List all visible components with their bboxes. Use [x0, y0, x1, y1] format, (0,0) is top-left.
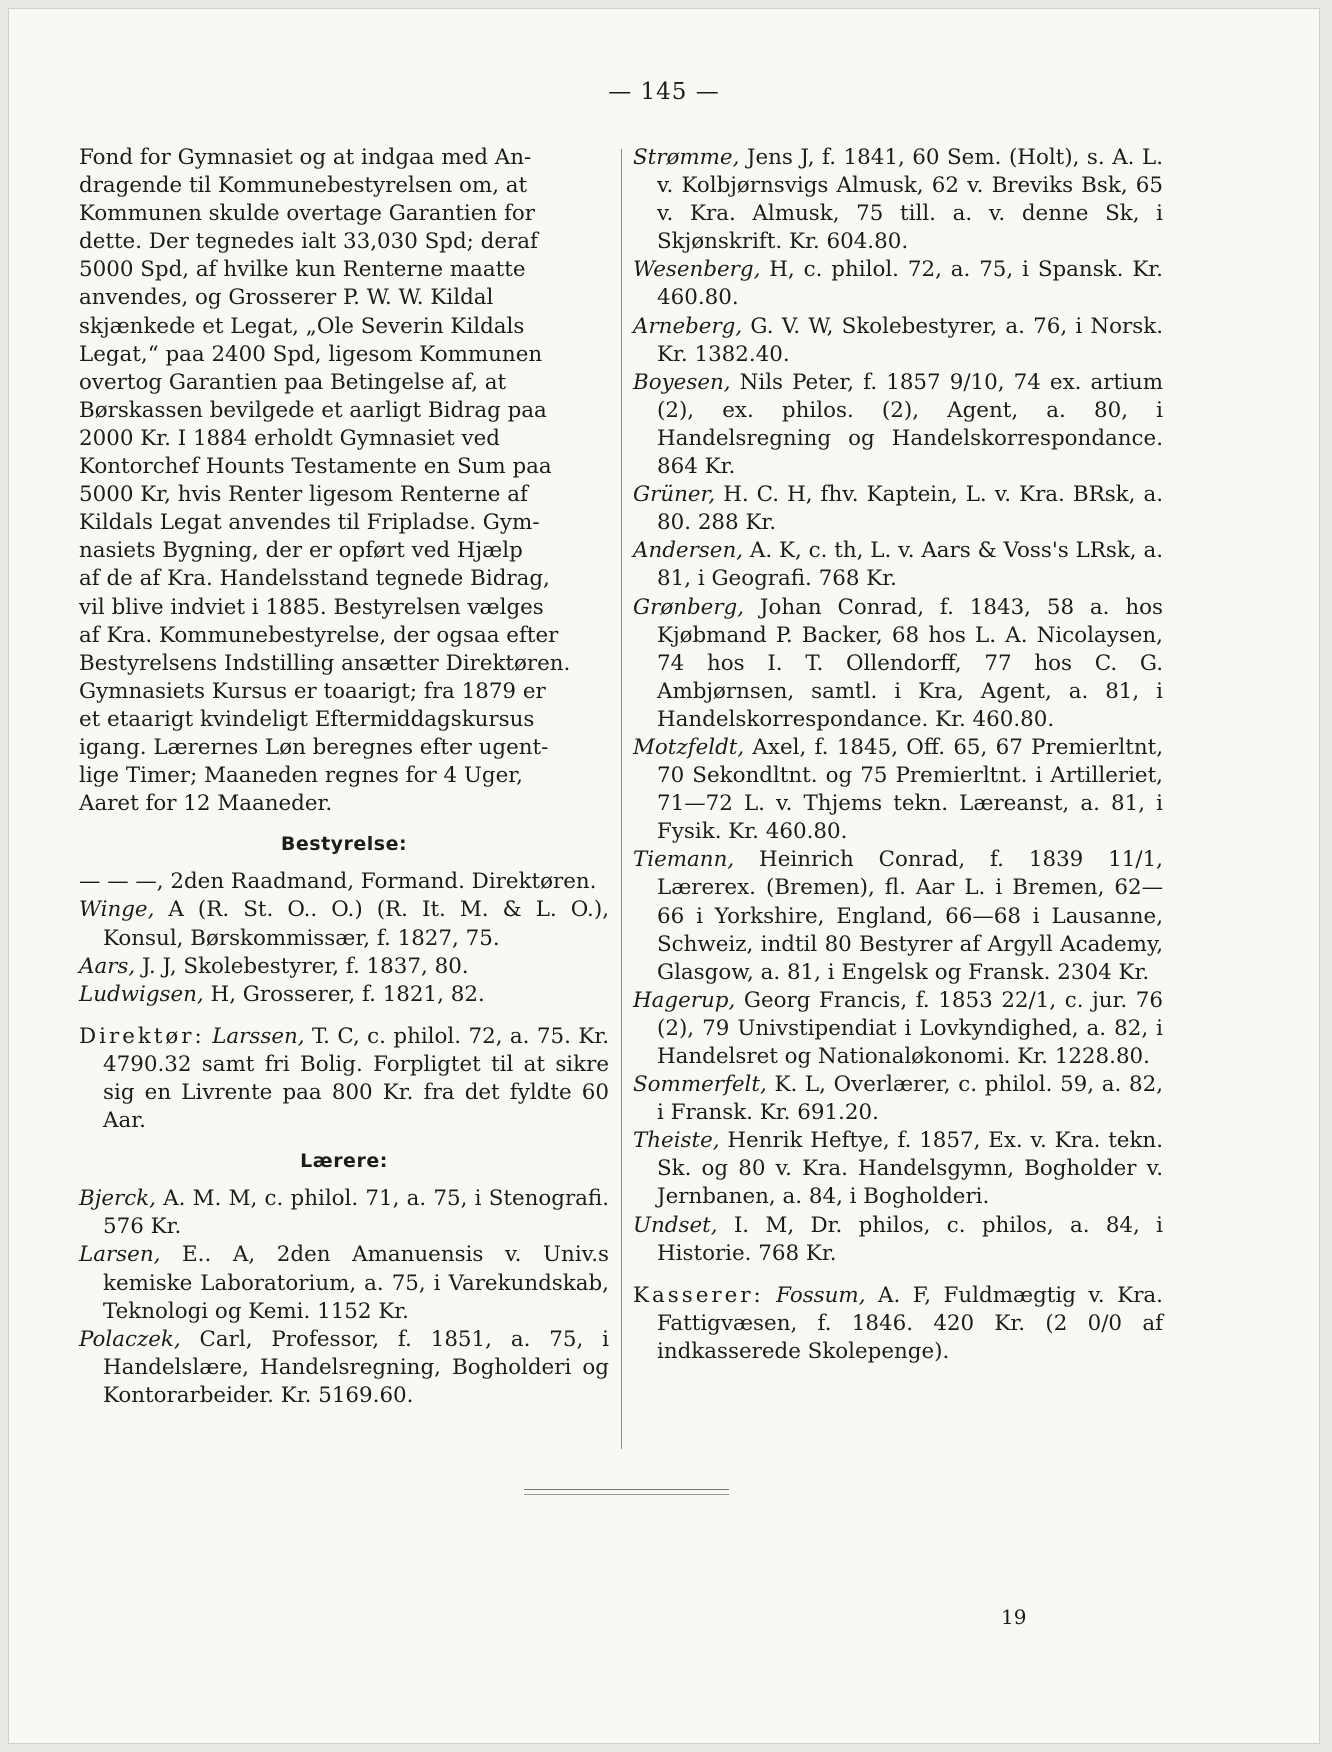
entry-text: Nils Peter, f. 1857 9/10, 74 ex. artium (2), ex. philos. (2), Agent, a. 80, i Handelsregning og Handelskorrespondance. 864 Kr. — [657, 369, 1163, 480]
left-column — [79, 144, 609, 1410]
entry-text: H, Grosserer, f. 1821, 82. — [203, 981, 485, 1007]
entry-text: Georg Francis, f. 1853 22/1, c. jur. 76 (2), 79 Univstipendiat i Lovkyndighed, a. 82, i Handelsret og Nationaløkonomi. Kr. 1228.80. — [657, 987, 1163, 1069]
entry-name: Larssen, — [212, 1023, 305, 1049]
text-line: overtog Garantien paa Betingelse af, at — [79, 369, 507, 395]
text-line: af de af Kra. Handelsstand tegnede Bidrag, — [79, 566, 550, 592]
laerer-entry — [79, 1326, 609, 1410]
laerer-entry — [633, 846, 1163, 986]
laerer-entry — [633, 734, 1163, 846]
entry-text: E.. A, 2den Amanuensis v. Univ.s kemiske Laboratorium, a. 75, i Varekundskab, Teknologi og Kemi. 1152 Kr. — [103, 1242, 609, 1324]
entry-text: A. K, c. th, L. v. Aars & Voss's LRsk, a. 81, i Geografi. 768 Kr. — [657, 538, 1163, 592]
entry-name: Andersen, — [633, 538, 744, 564]
column-divider — [621, 149, 622, 1449]
text-line: 5000 Spd, af hvilke kun Renterne maatte — [79, 257, 526, 283]
entry-text: Carl, Professor, f. 1851, a. 75, i Handelslære, Handelsregning, Bogholderi og Kontorarbeider. Kr. 5169.60. — [103, 1326, 609, 1408]
text-line: Kommunen skulde overtage Garantien for — [79, 201, 535, 227]
entry-name: Ludwigsen, — [79, 981, 204, 1007]
text-line: dette. Der tegnedes ialt 33,030 Spd; deraf — [79, 229, 538, 255]
entry-text: H. C. H, fhv. Kaptein, L. v. Kra. BRsk, a. 80. 288 Kr. — [657, 482, 1163, 536]
page-number: — 145 — — [608, 79, 720, 105]
entry-name: Wesenberg, — [633, 257, 761, 283]
entry-text: Johan Conrad, f. 1843, 58 a. hos Kjøbmand P. Backer, 68 hos L. A. Nicolaysen, 74 hos I. T. Ollendorff, 77 hos C. G. Ambjørnsen, samtl. i Kra, Agent, a. 81, i Handelskorrespondance. Kr. 460.80. — [657, 594, 1163, 732]
laerer-entry — [633, 537, 1163, 593]
laerer-entry — [633, 1071, 1163, 1127]
bestyrelse-entry — [79, 896, 609, 952]
decorative-rule — [524, 1489, 729, 1490]
entry-name: Sommerfelt, — [633, 1072, 767, 1098]
entry-name: Winge, — [79, 897, 155, 923]
laerer-entry — [633, 594, 1163, 734]
entry-name: Aars, — [79, 953, 136, 979]
laerer-entry — [633, 987, 1163, 1071]
entry-name: Undset, — [633, 1212, 718, 1238]
text-line: skjænkede et Legat, „Ole Severin Kildals — [79, 313, 525, 339]
laerer-entry — [633, 369, 1163, 481]
spacer — [633, 1268, 1163, 1282]
direktor-entry — [79, 1023, 609, 1135]
bestyrelse-entry — [79, 953, 609, 981]
intro-paragraph — [79, 144, 609, 818]
entry-text: K. L, Overlærer, c. philol. 59, a. 82, i Fransk. Kr. 691.20. — [657, 1072, 1163, 1126]
entry-text: A (R. St. O.. O.) (R. It. M. & L. O.), Konsul, Børskommissær, f. 1827, 75. — [103, 897, 609, 951]
text-line: Kontorchef Hounts Testamente en Sum paa — [79, 454, 552, 480]
text-line: anvendes, og Grosserer P. W. W. Kildal — [79, 285, 494, 311]
entry-name: Tiemann, — [633, 847, 735, 873]
bestyrelse-entry — [79, 868, 609, 896]
text-line: Fond for Gymnasiet og at indgaa med An- — [79, 145, 532, 170]
bestyrelse-entry — [79, 981, 609, 1009]
text-line: nasiets Bygning, der er opført ved Hjælp — [79, 538, 523, 564]
text-line: 2000 Kr. I 1884 erholdt Gymnasiet ved — [79, 425, 500, 451]
text-line: Børskassen bevilgede et aarligt Bidrag paa — [79, 397, 547, 423]
entry-name: Fossum, — [776, 1282, 866, 1308]
text-line: af Kra. Kommunebestyrelse, der ogsaa efter — [79, 622, 559, 648]
kasserer-entry — [633, 1282, 1163, 1366]
text-line: Aaret for 12 Maaneder. — [79, 791, 333, 817]
text-line: Gymnasiets Kursus er toaarigt; fra 1879 er — [79, 678, 546, 704]
laerer-entry — [633, 1212, 1163, 1268]
entry-name: Bjerck, — [79, 1186, 156, 1212]
signature-mark: 19 — [1001, 1605, 1027, 1629]
entry-name: Theiste, — [633, 1128, 720, 1154]
entry-text: Henrik Heftye, f. 1857, Ex. v. Kra. tekn. Sk. og 80 v. Kra. Handelsgymn, Bogholder v. Jernbanen, a. 84, i Bogholderi. — [657, 1128, 1163, 1210]
entry-text: J. J, Skolebestyrer, f. 1837, 80. — [135, 953, 469, 979]
decorative-rule — [524, 1494, 729, 1495]
bestyrelse-heading: Bestyrelse: — [280, 833, 408, 856]
text-line: vil blive indviet i 1885. Bestyrelsen vælges — [79, 594, 544, 620]
entry-text: A. M. M, c. philol. 71, a. 75, i Stenografi. 576 Kr. — [103, 1186, 609, 1240]
kasserer-label: Kasserer: — [633, 1282, 764, 1308]
entry-name: Strømme, — [633, 145, 740, 170]
laerer-entry — [633, 481, 1163, 537]
laerer-entry — [633, 313, 1163, 369]
entry-name: Arneberg, — [633, 313, 743, 339]
entry-name: Grønberg, — [633, 594, 745, 620]
entry-text: T. C, c. philol. 72, a. 75. Kr. 4790.32 samt fri Bolig. Forpligtet til at sikre sig en Livrente paa 800 Kr. fra det fyldte 60 Aar. — [103, 1023, 609, 1134]
document-page — [8, 8, 1320, 1744]
entry-text: Heinrich Conrad, f. 1839 11/1, Lærerex. (Bremen), fl. Aar L. i Bremen, 62—66 i Yorkshire, England, 66—68 i Lausanne, Schweiz, indtil 80 Bestyrer af Argyll Academy, Glasgow, a. 81, i Engelsk og Fransk. 2304 Kr. — [657, 847, 1163, 985]
entry-name: Grüner, — [633, 482, 716, 508]
entry-text: Jens J, f. 1841, 60 Sem. (Holt), s. A. L. v. Kolbjørnsvigs Almusk, 62 v. Breviks Bsk, 65 v. Kra. Almusk, 75 till. a. v. denne Sk, i Skjønskrift. Kr. 604.80. — [657, 145, 1163, 255]
right-column — [633, 144, 1163, 1366]
laerer-entry — [633, 1127, 1163, 1211]
entry-text: Axel, f. 1845, Off. 65, 67 Premierltnt, 70 Sekondltnt. og 75 Premierltnt. i Artilleriet, 71—72 L. v. Thjems tekn. Læreanst, a. 81, i Fysik. Kr. 460.80. — [657, 734, 1163, 845]
text-line: lige Timer; Maaneden regnes for 4 Uger, — [79, 763, 523, 789]
entry-text: A. F, Fuldmægtig v. Kra. Fattigvæsen, f. 1846. 420 Kr. (2 0/0 af indkasserede Skolepenge). — [657, 1282, 1163, 1364]
text-line: Legat,“ paa 2400 Spd, ligesom Kommunen — [79, 341, 543, 367]
text-line: 5000 Kr, hvis Renter ligesom Renterne af — [79, 482, 528, 508]
laerer-entry — [633, 256, 1163, 312]
spacer — [79, 1009, 609, 1023]
entry-text: I. M, Dr. philos, c. philos, a. 84, i Historie. 768 Kr. — [657, 1212, 1163, 1266]
laerer-entry — [79, 1185, 609, 1241]
text-line: Bestyrelsens Indstilling ansætter Direktøren. — [79, 650, 571, 676]
text-line: dragende til Kommunebestyrelsen om, at — [79, 173, 528, 199]
entry-name: Boyesen, — [633, 369, 731, 395]
text-line: et etaarigt kvindeligt Eftermiddagskursus — [79, 706, 535, 732]
entry-name: Hagerup, — [633, 987, 736, 1013]
direktor-label: Direktør: — [79, 1023, 205, 1049]
laerer-entry — [633, 144, 1163, 256]
entry-text: — — —, 2den Raadmand, Formand. Direktøren. — [79, 869, 597, 895]
entry-text: H, c. philol. 72, a. 75, i Spansk. Kr. 460.80. — [657, 257, 1163, 311]
entry-name: Polaczek, — [79, 1326, 181, 1352]
text-line: Kildals Legat anvendes til Fripladse. Gym- — [79, 510, 540, 536]
text-line: igang. Lærernes Løn beregnes efter ugent- — [79, 734, 549, 760]
entry-name: Motzfeldt, — [633, 734, 745, 760]
laerere-heading: Lærere: — [300, 1150, 388, 1173]
entry-name: Larsen, — [79, 1242, 161, 1268]
entry-text: G. V. W, Skolebestyrer, a. 76, i Norsk. Kr. 1382.40. — [657, 313, 1163, 367]
laerer-entry — [79, 1241, 609, 1325]
